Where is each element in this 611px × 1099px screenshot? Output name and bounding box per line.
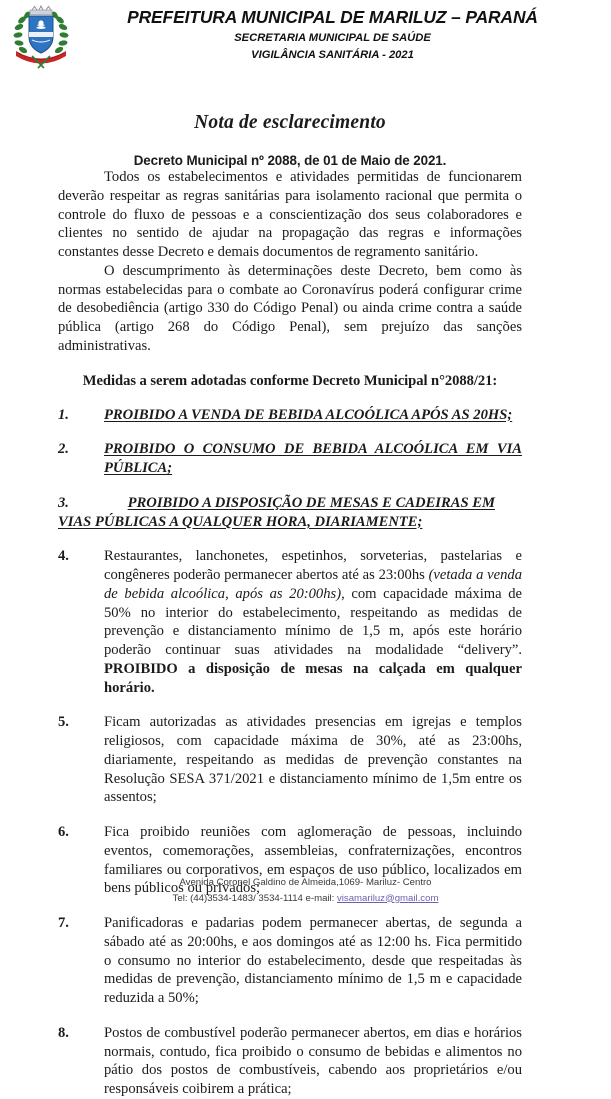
intro-paragraph-2: O descumprimento às determinações deste Decreto, bem como às normas estabelecidas para o combate ao Coronavírus poderá configurar crime de desobediência (artigo 330 do Código Penal) ou ainda crime contra a saúde pública (artigo 268 do Código Penal), sem prejuízo das sanções administrativas. [58, 262, 522, 354]
measure-number: 2. [58, 441, 69, 458]
measure-item-8 [58, 1024, 522, 1099]
organization-sector: VIGILÂNCIA SANITÁRIA - 2021 [251, 48, 414, 61]
document-header [0, 0, 611, 78]
measures-heading: Medidas a serem adotadas conforme Decreto Municipal n°2088/21: [82, 372, 498, 389]
measure-text-italic: (vetada a venda de bebida alcoólica, após as 20:00hs) [104, 567, 522, 602]
organization-department: SECRETARIA MUNICIPAL DE SAÚDE [234, 32, 431, 45]
intro-paragraph-1: Todos os estabelecimentos e atividades permitidas de funcionarem deverão respeitar as regras sanitárias para isolamento racional que permita o controle do fluxo de pessoas e a conscientização dos seus colaboradores e clientes no sentido de ajudar na propagação das regras e informações constantes desse Decreto e demais documentos de regramento sanitário. [58, 169, 522, 260]
measure-number: 7. [58, 915, 69, 931]
measure-text: Postos de combustível poderão permanecer abertos, em dias e horários normais, contudo, fica proibido o consumo de bebidas e alimentos no pátio dos postos de combustíveis, cabendo aos proprietários e/ou responsáveis coibirem a prática; [104, 1024, 522, 1097]
organization-title: PREFEITURA MUNICIPAL DE MARILUZ – PARANÁ [127, 7, 538, 27]
measure-number: 4. [58, 548, 69, 565]
measure-text: PROIBIDO A VENDA DE BEBIDA ALCOÓLICA APÓS AS 20HS; [104, 406, 513, 423]
measure-text: Ficam autorizadas as atividades presencias em igrejas e templos religiosos, com capacidade máxima de 30%, até as 23:00hs, diariamente, respeitando as medidas de prevenção constantes na Resolução SESA 371/2021 e distanciamento mínimo de 1,5m entre os assentos; [104, 714, 522, 806]
footer-email-link[interactable]: visamariluz@gmail.com [337, 892, 439, 904]
measure-text: PROIBIDO O CONSUMO DE BEBIDA ALCOÓLICA EM VIA PÚBLICA; [104, 441, 522, 476]
measure-item-4 [58, 547, 522, 697]
measure-text-bold: PROIBIDO a disposição de mesas na calçada em qualquer horário. [104, 660, 522, 696]
measure-item-2 [58, 440, 522, 478]
measure-number: 8. [58, 1024, 69, 1041]
decree-subtitle: Decreto Municipal nº 2088, de 01 de Maio de 2021. [133, 153, 447, 168]
measure-number: 5. [58, 714, 69, 731]
measure-text: Fica proibido reuniões com aglomeração de pessoas, incluindo eventos, comemorações, assembleias, confraternizações, encontros familiares ou corporativos, em espaços de uso público, localizados em bens públicos ou privados; [104, 824, 522, 897]
measure-number: 3. [58, 494, 69, 511]
footer-contact [0, 891, 611, 906]
measure-text-part2: , com capacidade máxima de 50% no interior do estabelecimento, respeitando as medidas de prevenção e distanciamento mínimo de 1,5 m, após este horário poderão continuar suas atividades na modalidade “delivery”. [104, 585, 522, 658]
measure-text: PROIBIDO A DISPOSIÇÃO DE MESAS E CADEIRAS EM VIAS PÚBLICAS A QUALQUER HORA, DIARIAMENTE; [58, 494, 495, 530]
measure-number: 6. [58, 824, 69, 840]
measure-item-1 [58, 406, 522, 425]
footer-phone-text: Tel: (44)3534-1483/ 3534-1114 e-mail: [172, 892, 337, 904]
header-text-block [78, 6, 611, 63]
document-footer [0, 875, 611, 906]
measure-number: 1. [58, 406, 69, 423]
measure-text-part1: Restaurantes, lanchonetes, espetinhos, sorveterias, pastelarias e congêneres poderão permanecer abertos até as 23:00hs [104, 548, 522, 583]
footer-address: Avenida Coronel Galdino de Almeida,1069- Mariluz- Centro [179, 877, 432, 889]
page-title: Nota de esclarecimento [194, 112, 386, 133]
measure-item-3 [58, 494, 522, 532]
municipal-coat-of-arms-icon [10, 4, 72, 72]
measure-item-7 [58, 914, 522, 1008]
document-body [0, 112, 611, 1099]
measure-item-5 [58, 713, 522, 807]
measure-text: Panificadoras e padarias podem permanecer abertas, de segunda a sábado até as 20:00hs, e aos domingos até as 12:00 hs. Fica permitido o consumo no interior do estabelecimento, desde que respeitadas às medidas de prevenção, distanciamento mínimo de 1,5 m e capacidade reduzida a 50%; [104, 915, 522, 1006]
measure-text [104, 547, 522, 697]
